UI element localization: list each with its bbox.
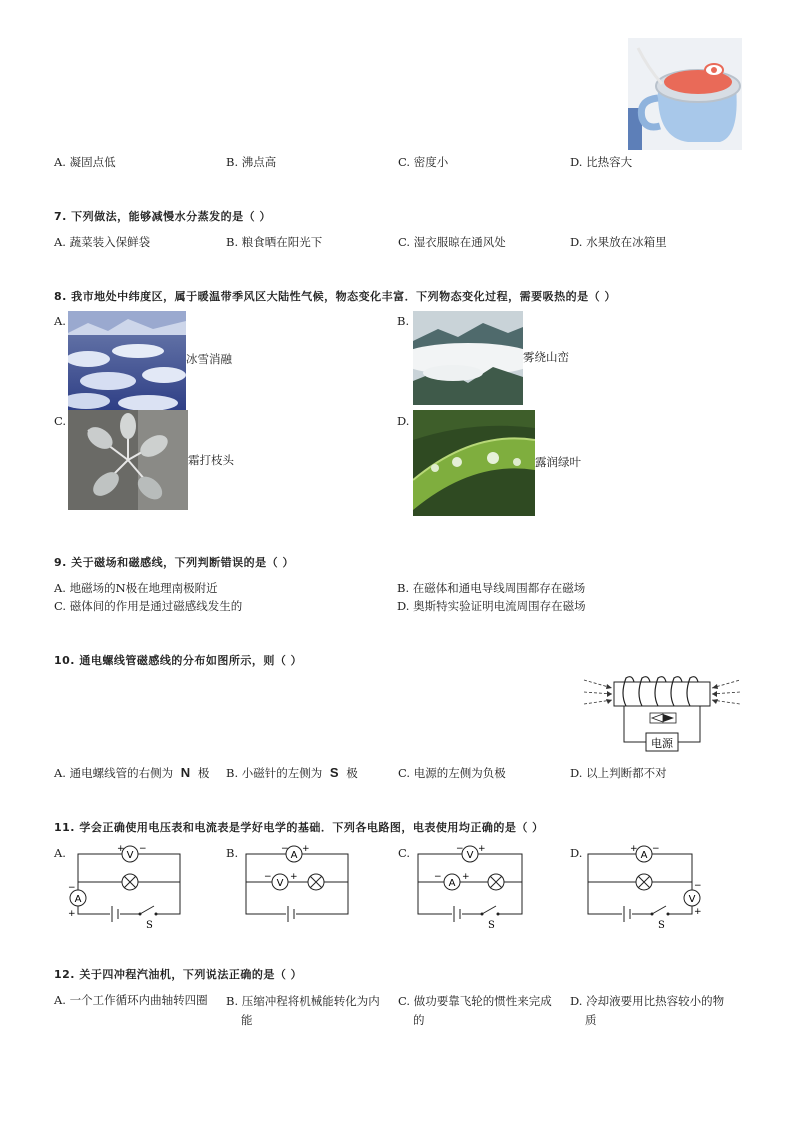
q8-option-a-letter[interactable]: A. [54, 314, 66, 328]
q10-option-b[interactable] [226, 765, 358, 781]
q9-option-b[interactable]: B. 在磁体和通电导线周围都存在磁场 [397, 581, 586, 595]
q10-option-a-pole: N [180, 765, 191, 780]
q7-title: 7. 下列做法，能够减慢水分蒸发的是（ ） [54, 210, 271, 223]
q6-option-c[interactable]: C. 密度小 [398, 155, 449, 169]
switch-label: S [146, 920, 153, 931]
minus-sign: − [434, 872, 442, 882]
minus-sign: − [694, 881, 702, 891]
q8-option-d-letter[interactable]: D. [397, 414, 410, 428]
plus-sign: + [694, 907, 702, 917]
q12-option-b-line2: 能 [241, 1013, 253, 1027]
plus-sign: + [117, 844, 125, 854]
circuit-a[interactable] [66, 842, 186, 931]
q6-option-d[interactable]: D. 比热容大 [570, 155, 633, 169]
switch-label: S [488, 920, 495, 931]
ammeter-label: A [640, 850, 648, 861]
q8-caption-c: 霜打枝头 [188, 453, 234, 467]
switch-label: S [658, 920, 665, 931]
minus-sign: − [139, 844, 147, 854]
q9-option-c[interactable]: C. 磁体间的作用是通过磁感线发生的 [54, 599, 243, 613]
q12-option-d[interactable] [570, 992, 724, 1030]
fog-mountain-photo [413, 311, 523, 405]
q9-option-d[interactable]: D. 奥斯特实验证明电流周围存在磁场 [397, 599, 586, 613]
q8-caption-b: 雾绕山峦 [523, 350, 569, 364]
circuit-d[interactable] [578, 842, 702, 931]
snow-melt-photo [68, 311, 186, 410]
circuit-c[interactable] [408, 842, 528, 931]
q10-option-b-text: B. 小磁针的左侧为 [226, 766, 323, 780]
power-source-label: 电源 [651, 737, 673, 750]
q8-caption-d: 露润绿叶 [535, 455, 581, 469]
plus-sign: + [290, 872, 298, 882]
q12-option-b-line1: B. 压缩冲程将机械能转化为内 [226, 994, 380, 1008]
solenoid-figure [582, 670, 742, 756]
q10-option-b-pole: S [329, 765, 339, 780]
minus-sign: − [281, 844, 289, 854]
voltmeter-label: V [126, 850, 134, 861]
voltmeter-label: V [466, 850, 474, 861]
q6-option-b[interactable]: B. 沸点高 [226, 155, 277, 169]
q7-option-d[interactable]: D. 水果放在冰箱里 [570, 235, 667, 249]
ammeter-label: A [448, 878, 456, 889]
q12-option-c-line1: C. 做功要靠飞轮的惯性来完成 [398, 994, 552, 1008]
q10-option-c[interactable]: C. 电源的左侧为负极 [398, 766, 506, 780]
ammeter-label: A [290, 850, 298, 861]
plus-sign: + [302, 844, 310, 854]
q9-title: 9. 关于磁场和磁感线，下列判断错误的是（ ） [54, 556, 294, 569]
plus-sign: + [478, 844, 486, 854]
q11-option-d-letter[interactable]: D. [570, 846, 583, 860]
q10-option-a-suffix: 极 [197, 766, 210, 780]
minus-sign: − [456, 844, 464, 854]
q12-title: 12. 关于四冲程汽油机，下列说法正确的是（ ） [54, 968, 303, 981]
q12-option-d-line1: D. 冷却液要用比热容较小的物 [570, 994, 725, 1008]
q11-option-c-letter[interactable]: C. [398, 846, 411, 860]
q8-option-c-letter[interactable]: C. [54, 414, 67, 428]
q12-option-d-line2: 质 [585, 1013, 597, 1027]
q7-option-c[interactable]: C. 湿衣服晾在通风处 [398, 235, 506, 249]
q10-title: 10. 通电螺线管磁感线的分布如图所示，则（ ） [54, 654, 303, 667]
circuit-b[interactable] [236, 842, 356, 928]
q10-option-a-text: A. 通电螺线管的右侧为 [54, 766, 174, 780]
q9-option-a[interactable]: A. 地磁场的N极在地理南极附近 [54, 581, 218, 595]
q7-option-a[interactable]: A. 蔬菜装入保鲜袋 [54, 235, 151, 249]
q8-title: 8. 我市地处中纬度区，属于暖温带季风区大陆性气候，物态变化丰富．下列物态变化过程，需要吸热的是（ ） [54, 290, 616, 303]
voltmeter-label: V [276, 878, 284, 889]
q11-option-a-letter[interactable]: A. [54, 846, 66, 860]
plus-sign: + [462, 872, 470, 882]
minus-sign: − [652, 844, 660, 854]
plus-sign: + [68, 909, 76, 919]
q10-option-a[interactable] [54, 765, 209, 781]
q11-option-b-letter[interactable]: B. [226, 846, 239, 860]
dew-leaf-photo [413, 410, 535, 516]
q10-option-b-suffix: 极 [346, 766, 358, 780]
minus-sign: − [68, 883, 76, 893]
q7-option-b[interactable]: B. 粮食晒在阳光下 [226, 235, 323, 249]
q12-option-a[interactable]: A. 一个工作循环内曲轴转四圈 [54, 993, 208, 1007]
q10-option-d[interactable]: D. 以上判断都不对 [570, 766, 667, 780]
q8-option-b-letter[interactable]: B. [397, 314, 410, 328]
q12-option-b[interactable] [226, 992, 380, 1030]
minus-sign: − [264, 872, 272, 882]
q8-caption-a: 冰雪消融 [186, 352, 232, 366]
q12-option-c-line2: 的 [413, 1013, 425, 1027]
voltmeter-label: V [688, 894, 696, 905]
ammeter-label: A [74, 894, 82, 905]
q11-title: 11. 学会正确使用电压表和电流表是学好电学的基础．下列各电路图，电表使用均正确的是（ ） [54, 821, 544, 834]
lunchbox-photo [628, 38, 742, 150]
q12-option-c[interactable] [398, 992, 552, 1030]
frost-leaf-photo [68, 410, 188, 510]
q6-option-a[interactable]: A. 凝固点低 [54, 155, 116, 169]
plus-sign: + [630, 844, 638, 854]
